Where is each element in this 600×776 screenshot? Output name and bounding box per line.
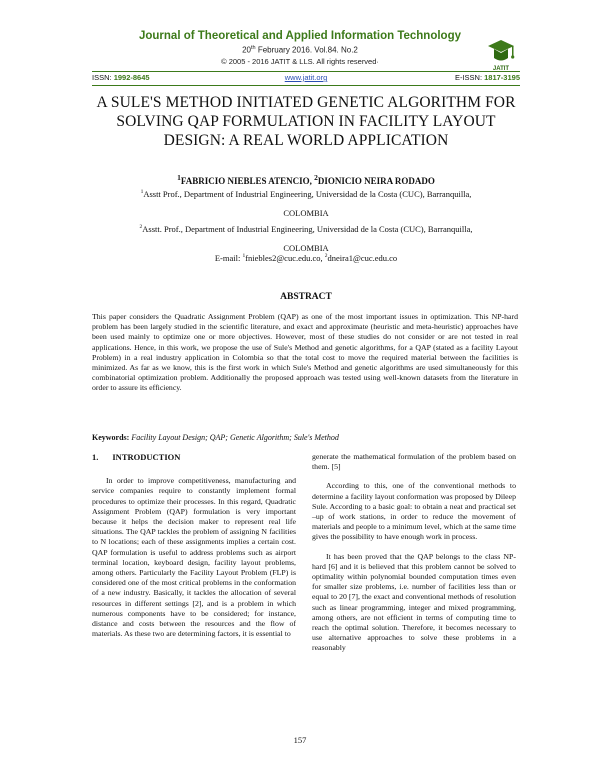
logo-label: JATIT <box>492 66 510 72</box>
page-number: 157 <box>293 735 307 745</box>
journal-title: Journal of Theoretical and Applied Information Technology <box>138 30 462 42</box>
paragraph: According to this, one of the conventional methods to determine a facility layout conformation was proposed by Dileep Sule. According to a basic goal: to obtain a neat and practical set –up of work stations, in order to reduce the movement of materials and people to a minimum level, which at the same time gives the possibility to have enough work in process. <box>312 481 516 542</box>
paper-title: A SULE'S METHOD INITIATED GENETIC ALGORITHM FOR SOLVING QAP FORMULATION IN FACILITY LAYOUT DESIGN: A REAL WORLD APPLICATION <box>96 94 516 149</box>
header-rule-top <box>92 71 520 72</box>
author-list: $^1$FABRICIO NIEBLES ATENCIO, $^2$DIONICIO NEIRA RODADO <box>177 173 435 186</box>
paragraph: In order to improve competitiveness, manufacturing and service companies require to constantly implement formal procedures to optimize their processes. In this regard, Quadratic Assignment Problem (QAP) formulation is very important because it helps the decision maker to represent real life situations. The QAP tackles the problem of assigning N facilities to N locations; each of these assignments implies a certain cost. QAP formulation is useful to address problems such as airport terminal location, keyboard design, facility layout problems, among others. Particularly the Facility Layout Problem (FLP) is considered one of the most critical problems in the conformation of a new industry. Basically, it tackles the allocation of several resources in different settings [2], and is a problem in which numerous components have to be considered; for instance, distance and costs between the resources and the flow of materials. As these two are determining factors, it is essential to <box>92 476 296 639</box>
affiliation-2: $^2$Asstt. Prof., Department of Industrial Engineering, Universidad de la Costa (CUC), Barranquilla, COLOMBIA <box>139 223 473 253</box>
author1-email-link[interactable]: fniebles2@cuc.edu.co, <box>245 253 325 263</box>
body-column-left <box>92 452 296 648</box>
email-line: E-mail: $^1$fniebles2@cuc.edu.co, $^2$dneira1@cuc.edu.co <box>214 253 398 263</box>
affiliation-1: $^1$Asstt Prof., Department of Industrial Engineering, Universidad de la Costa (CUC), Barranquilla, COLOMBIA <box>140 188 472 218</box>
keywords: Keywords: Facility Layout Design; QAP; Genetic Algorithm; Sule's Method <box>92 433 339 442</box>
body-column-right <box>312 452 516 663</box>
paragraph: generate the mathematical formulation of the problem based on them. [5] <box>312 452 516 472</box>
journal-website-link[interactable]: www.jatit.org <box>284 73 328 82</box>
section-heading: 1. INTRODUCTION <box>92 452 181 462</box>
abstract-heading: ABSTRACT <box>280 292 332 302</box>
issn-row <box>92 73 520 84</box>
issn: ISSN: 1992-8645 <box>92 73 150 82</box>
header-rule-bottom <box>92 85 520 86</box>
eissn: E-ISSN: 1817-3195 <box>454 73 520 82</box>
journal-issue-date: 20th February 2016. Vol.84. No.2 <box>242 45 358 55</box>
copyright-line: © 2005 - 2016 JATIT & LLS. All rights reserved· <box>221 57 379 66</box>
author2-email-link[interactable]: dneira1@cuc.edu.co <box>327 253 398 263</box>
abstract-text: This paper considers the Quadratic Assignment Problem (QAP) as one of the most important issues in optimization. This NP-hard problem has been largely studied in the scientific literature, and exact and approximate (heuristic and meta-heuristic) approaches have been used mainly to optimize one or more objectives. However, most of these studies do not consider or are not tested in real applications. Hence, in this work, we propose the use of Sule's Method and genetic algorithms, for a QAP (stated as a facility Layout Problem) in a real industry application in Colombia so that the total cost to move the required material between the facilities is minimized. As far as we know, this is the first work in which Sule's Method and genetic algorithms are used simultaneously for this combinatorial optimization problem. Additionally the proposed approach was tested using well-known datasets from the literature in order to assure its efficiency. <box>92 312 518 393</box>
paragraph: It has been proved that the QAP belongs to the class NP-hard [6] and it is believed that this problem cannot be solved to optimality within polynomial bounded computation times even for smaller size problems, i.e. number of facilities less than or equal to 20 [7], the exact and conventional methods of resolution such as linear programming, integer and mixed programming, among others, are not efficient in terms of computing time to reach the optimal solution. Therefore, it becomes necessary to use alternative approaches to solve these problems in a reasonably <box>312 551 516 653</box>
